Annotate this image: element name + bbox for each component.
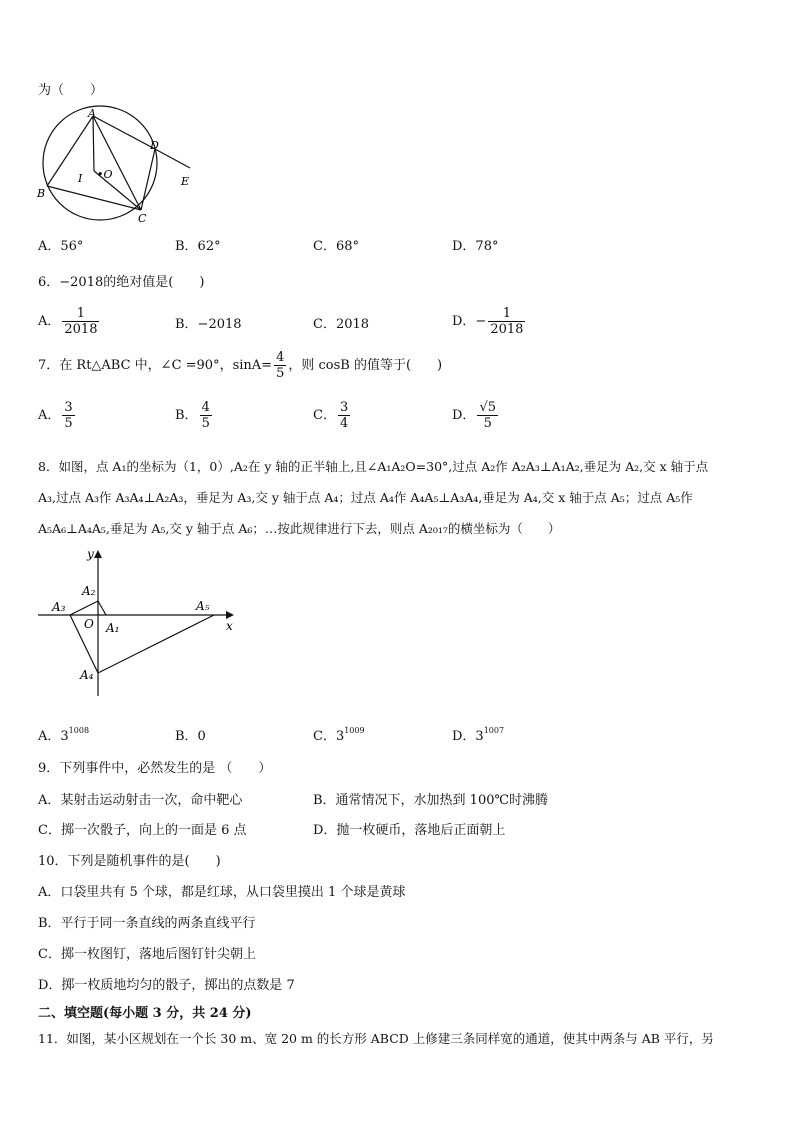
q10-option-c: C．掷一枚图钉，落地后图钉针尖朝上 bbox=[38, 947, 256, 962]
q8-stem-line-1: 8．如图，点 A₁的坐标为（1，0）,A₂在 y 轴的正半轴上,且∠A₁A₂O=30°,过点 A₂作 A₂A₃⊥A₁A₂,垂足为 A₂,交 x 轴于点 bbox=[38, 459, 709, 474]
label-a5: A₅ bbox=[196, 599, 210, 613]
q8-option-b: B．0 bbox=[175, 729, 206, 744]
q11-stem: 11．如图，某小区规划在一个长 30 m、宽 20 m 的长方形 ABCD 上修建三条同样宽的通道，使其中两条与 AB 平行，另 bbox=[38, 1031, 714, 1046]
label-a3: A₃ bbox=[52, 600, 66, 614]
segment-a2-a3 bbox=[70, 601, 98, 615]
label-a2: A₂ bbox=[82, 584, 96, 598]
q7-option-d: D． $\frac{√5}{5}$ bbox=[452, 400, 496, 431]
q7-option-c: C． $\frac{3}{4}$ bbox=[313, 400, 349, 431]
q5-option-b: B．62° bbox=[175, 239, 221, 254]
q5-circle-figure bbox=[30, 105, 200, 230]
label-o: •O bbox=[97, 168, 113, 181]
q10-option-d: D．掷一枚质地均匀的骰子，掷出的点数是 7 bbox=[38, 978, 295, 993]
label-c: C bbox=[138, 212, 147, 225]
label-d: D bbox=[150, 139, 159, 152]
q5-option-d: D．78° bbox=[452, 239, 499, 254]
segment-ac bbox=[93, 116, 141, 210]
q9-option-a: A．某射击运动射击一次，命中靶心 bbox=[38, 793, 243, 808]
label-e: E bbox=[181, 175, 190, 188]
q6-option-d: D．− $\frac{1}{2018}$ bbox=[452, 306, 524, 337]
circumcircle bbox=[43, 106, 157, 220]
segment-ad bbox=[93, 116, 155, 149]
label-o: O bbox=[84, 617, 94, 631]
label-a: A bbox=[88, 107, 96, 120]
q9-option-b: B．通常情况下，水加热到 100℃时沸腾 bbox=[313, 793, 549, 808]
q8-stem-line-2: A₃,过点 A₃作 A₃A₄⊥A₂A₃，垂足为 A₃,交 y 轴于点 A₄；过点 A₄作 A₄A₅⊥A₃A₄,垂足为 A₄,交 x 轴于点 A₅；过点 A₅作 bbox=[38, 490, 693, 505]
q6-option-c: C．2018 bbox=[313, 317, 370, 332]
q5-option-c: C．68° bbox=[313, 239, 359, 254]
label-a1: A₁ bbox=[106, 621, 120, 635]
label-i: I bbox=[78, 172, 83, 185]
q10-stem: 10．下列是随机事件的是( ) bbox=[38, 854, 221, 869]
q5-option-a: A．56° bbox=[38, 239, 84, 254]
q8-option-c: C．$3^{1009}$ bbox=[313, 726, 365, 744]
q10-option-b: B．平行于同一条直线的两条直线平行 bbox=[38, 916, 256, 931]
q8-option-d: D．$3^{1007}$ bbox=[452, 726, 505, 744]
segment-de bbox=[155, 149, 190, 168]
label-b: B bbox=[37, 187, 46, 200]
q7-option-b: B． $\frac{4}{5}$ bbox=[175, 400, 210, 431]
segment-ai bbox=[93, 116, 94, 171]
q6-stem: 6．−2018的绝对值是( ) bbox=[38, 275, 205, 290]
q10-option-a: A．口袋里共有 5 个球，都是红球，从口袋里摸出 1 个球是黄球 bbox=[38, 885, 406, 900]
segment-ab bbox=[47, 116, 93, 186]
q7-option-a: A． $\frac{3}{5}$ bbox=[38, 400, 73, 431]
q9-option-d: D．抛一枚硬币，落地后正面朝上 bbox=[313, 823, 506, 838]
q6-option-a: A． $\frac{1}{2018}$ bbox=[38, 306, 98, 337]
q8-stem-line-3: A₅A₆⊥A₄A₅,垂足为 A₅,交 y 轴于点 A₆；…按此规律进行下去，则点 A₂₀₁₇的横坐标为（ ） bbox=[38, 521, 561, 536]
q5-stem-tail: 为（ ） bbox=[38, 83, 104, 98]
label-a4: A₄ bbox=[80, 668, 94, 682]
x-axis-arrow bbox=[226, 611, 234, 619]
q6-option-b: B．−2018 bbox=[175, 317, 242, 332]
label-y: y bbox=[87, 547, 94, 561]
q8-option-a: A．$3^{1008}$ bbox=[38, 726, 90, 744]
q7-stem: 7．在 Rt△ABC 中，∠C =90°，sinA= $\frac{4}{5}$ ，则 cosB 的值等于( ) bbox=[38, 350, 443, 381]
q9-option-c: C．掷一次骰子，向上的一面是 6 点 bbox=[38, 823, 247, 838]
q8-coordinate-figure bbox=[36, 546, 246, 706]
q9-stem: 9．下列事件中，必然发生的是 （ ） bbox=[38, 761, 272, 776]
label-x: x bbox=[226, 619, 233, 633]
segment-dc bbox=[141, 149, 155, 210]
segment-a2-a1 bbox=[98, 601, 106, 615]
y-axis-arrow bbox=[94, 550, 102, 558]
section-heading-fill-in: 二、填空题(每小题 3 分，共 24 分) bbox=[38, 1006, 252, 1021]
